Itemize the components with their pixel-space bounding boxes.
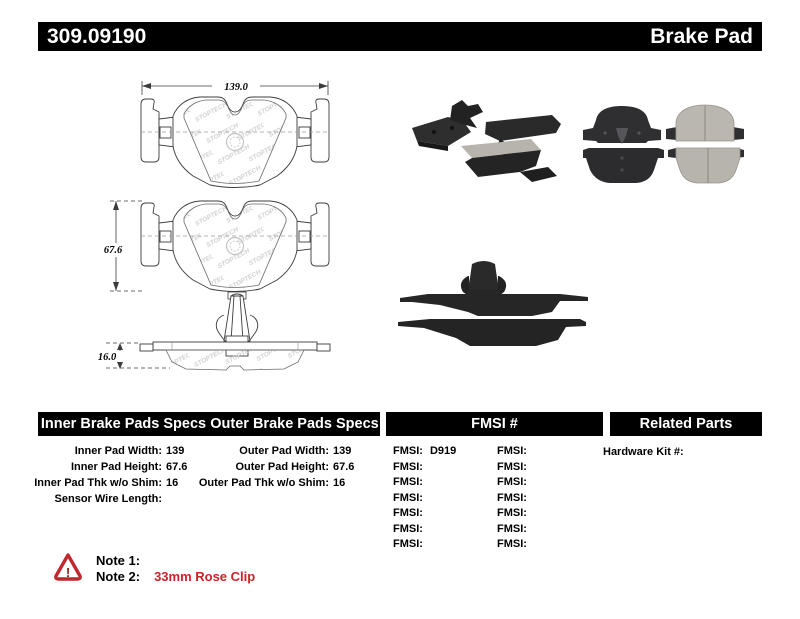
side-backing-plate [153,342,317,350]
pad-side-view-drawing [140,294,330,370]
fmsi-value: D919 [429,445,457,457]
fmsi-label: FMSI: [497,491,527,504]
table-row [393,491,456,507]
width-dimension-label: 139.0 [224,82,248,93]
table-row [393,444,456,460]
spec-value: 139 [166,445,185,457]
dimension-width [142,81,328,95]
table-row [497,460,534,476]
product-name: Brake Pad [650,24,753,48]
product-photo-angle [412,100,561,182]
table-row [197,459,369,475]
table-row [30,443,202,459]
fmsi-label: FMSI: [393,476,423,488]
table-row [30,459,202,475]
related-label: Hardware Kit #: [603,446,684,458]
part-number: 309.09190 [47,24,147,48]
table-row [393,506,456,522]
related-header-bar [610,412,762,436]
table-row [197,475,369,491]
title-bar [38,22,762,51]
table-row [30,475,202,491]
spec-value: 16 [333,477,346,489]
pad-front-view-drawing [141,201,329,292]
table-row [497,491,534,507]
right-ear [311,99,329,162]
spec-label: Outer Pad Height: [235,461,329,473]
right-abutment [299,127,310,138]
fmsi-right-column [497,444,534,553]
table-row [497,537,534,553]
table-row [30,491,202,507]
pad-rear-view-drawing [141,97,329,188]
related-parts-table [603,445,690,461]
fmsi-label: FMSI: [393,445,423,457]
spec-label: Inner Pad Width: [74,445,162,457]
left-abutment [160,127,171,138]
spec-label: Inner Pad Thk w/o Shim: [34,477,162,489]
outer-specs-table [197,443,369,491]
note-2-label: Note 2: [96,569,141,584]
fmsi-label: FMSI: [497,445,527,457]
outer-specs-header: Outer Brake Pads Specs [210,416,379,432]
height-dimension-label: 67.6 [103,245,123,256]
table-row [393,475,456,491]
table-row [197,443,369,459]
table-row [497,475,534,491]
note-1-label: Note 1: [96,553,141,568]
table-row [497,522,534,538]
product-photo-flat [583,105,744,183]
svg-text:!: ! [65,565,71,580]
fmsi-label: FMSI: [393,507,423,519]
table-row [603,445,690,461]
fmsi-label: FMSI: [393,538,423,550]
fmsi-label: FMSI: [497,538,527,550]
note-1 [96,553,154,568]
inner-specs-table [30,443,202,507]
left-ear [141,99,159,162]
warning-icon [56,555,80,580]
fmsi-header-bar [386,412,603,436]
fmsi-label: FMSI: [497,460,527,473]
spec-value: 16 [166,477,179,489]
spec-label: Inner Pad Height: [70,461,162,473]
table-row [393,460,456,476]
spec-value: 67.6 [333,461,355,473]
specs-header-bar [38,412,380,436]
note-2 [96,569,255,584]
product-photo-edge [398,261,588,346]
fmsi-header: FMSI # [471,416,518,432]
fmsi-left-column [393,444,456,553]
table-row [497,506,534,522]
fmsi-label: FMSI: [393,522,423,535]
spec-value: 139 [333,445,352,457]
table-row [393,537,456,553]
clip-body [224,296,250,341]
spec-value: 67.6 [166,461,188,473]
table-row [393,522,456,538]
spec-label: Sensor Wire Length: [54,493,162,505]
clip-arm-right [250,315,258,340]
spec-label: Outer Pad Width: [239,445,329,457]
fmsi-label: FMSI: [497,522,527,535]
note-2-value: 33mm Rose Clip [154,569,256,584]
fmsi-label: FMSI: [497,476,527,488]
dimension-height [104,201,142,291]
inner-specs-header: Inner Brake Pads Specs [40,416,207,432]
table-row [497,444,534,460]
clip-arm-left [216,315,224,340]
fmsi-label: FMSI: [393,460,423,473]
fmsi-label: FMSI: [393,491,423,504]
spec-label: Outer Pad Thk w/o Shim: [198,477,329,489]
thickness-dimension-label: 16.0 [97,352,117,363]
side-friction-material [166,350,304,370]
spec-value [166,491,202,507]
fmsi-label: FMSI: [497,507,527,519]
related-header: Related Parts [639,416,733,432]
